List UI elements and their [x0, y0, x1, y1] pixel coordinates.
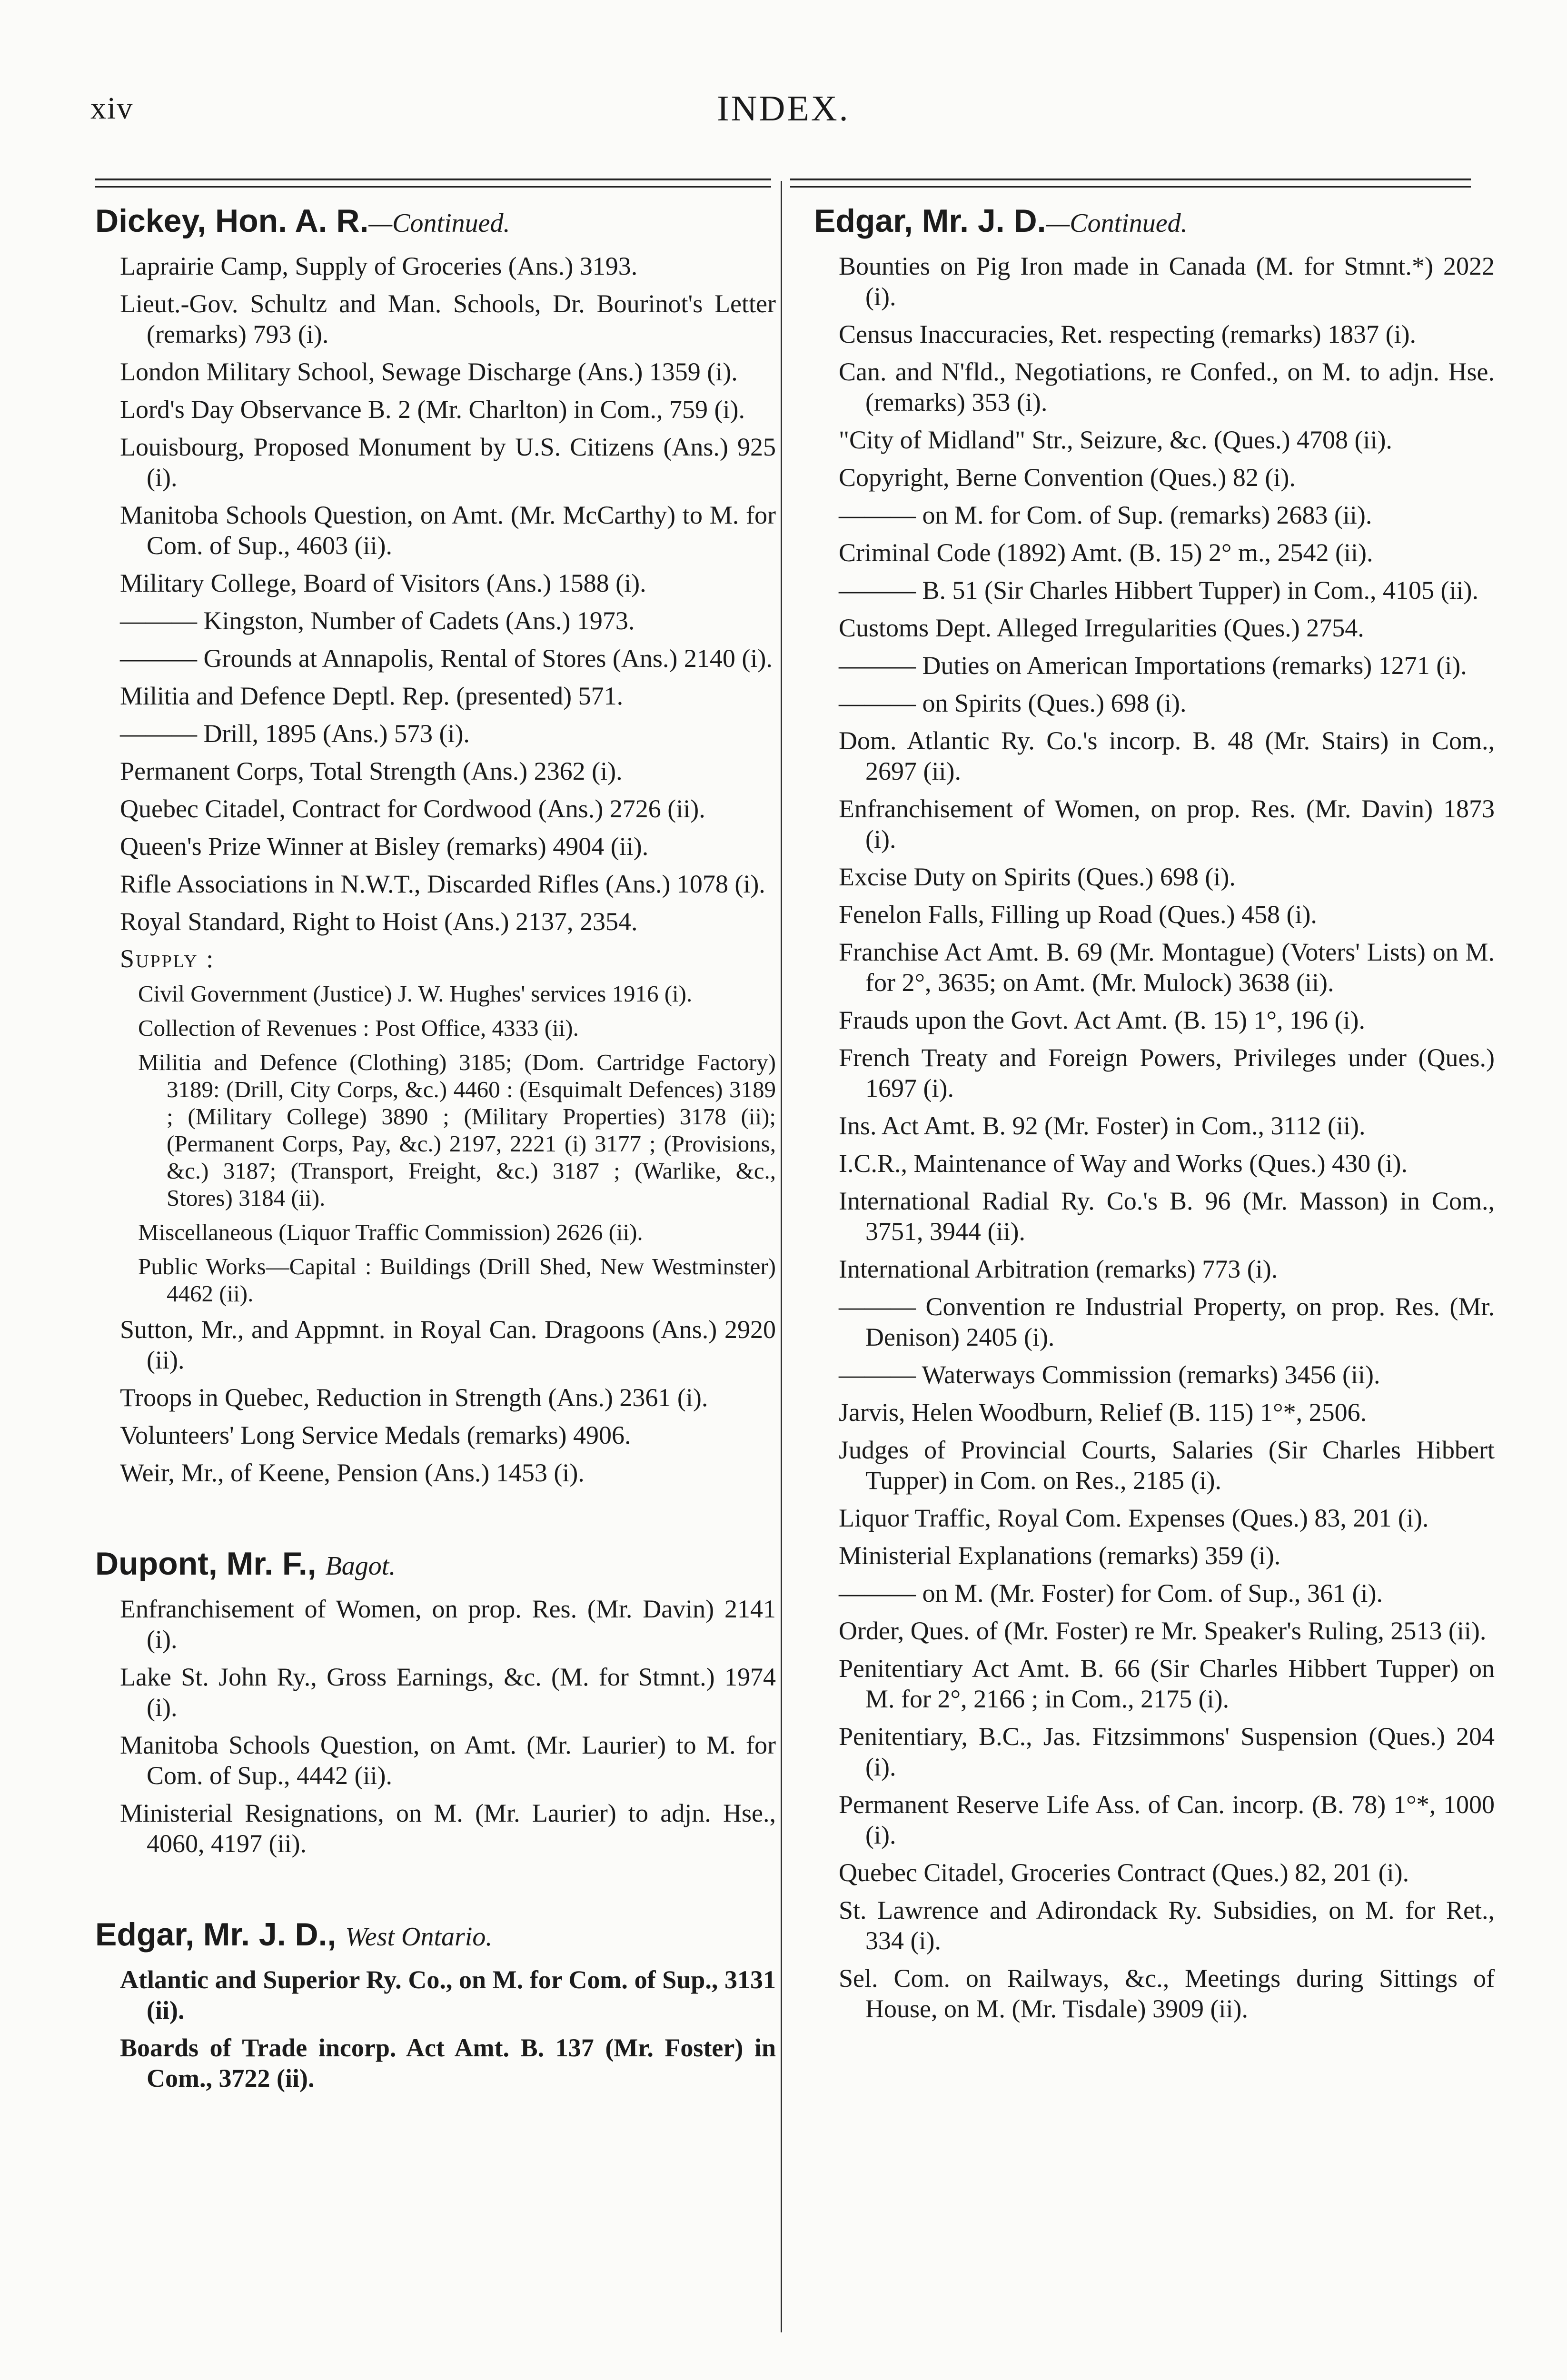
index-entry: Permanent Reserve Life Ass. of Can. incorp. (B. 78) 1°*, 1000 (i). [839, 1790, 1495, 1849]
column-divider [781, 181, 782, 2332]
index-entry: Manitoba Schools Question, on Amt. (Mr. McCarthy) to M. for Com. of Sup., 4603 (ii). [120, 501, 776, 560]
index-entry: Boards of Trade incorp. Act Amt. B. 137 (Mr. Foster) in Com., 3722 (ii). [120, 2033, 776, 2092]
page-number: xiv [90, 91, 134, 126]
index-entry: ——— Kingston, Number of Cadets (Ans.) 1973. [120, 606, 635, 635]
section-heading [95, 1914, 776, 1958]
index-entry: Rifle Associations in N.W.T., Discarded Rifles (Ans.) 1078 (i). [120, 870, 765, 898]
index-entry: Lake St. John Ry., Gross Earnings, &c. (M. for Stmnt.) 1974 (i). [120, 1663, 776, 1722]
index-entry: Civil Government (Justice) J. W. Hughes' services 1916 (i). [138, 981, 693, 1007]
section-heading [95, 1543, 776, 1587]
index-entry: Quebec Citadel, Groceries Contract (Ques.) 82, 201 (i). [839, 1858, 1409, 1887]
supply-list [95, 980, 776, 1307]
index-entry: Permanent Corps, Total Strength (Ans.) 2362 (i). [120, 757, 623, 785]
index-entry: Laprairie Camp, Supply of Groceries (Ans.) 3193. [120, 252, 638, 280]
index-entry: Collection of Revenues : Post Office, 4333 (ii). [138, 1015, 579, 1041]
index-entry: ——— Convention re Industrial Property, on prop. Res. (Mr. Denison) 2405 (i). [839, 1292, 1495, 1351]
index-entry: Excise Duty on Spirits (Ques.) 698 (i). [839, 863, 1236, 891]
index-entry: ——— Grounds at Annapolis, Rental of Stores (Ans.) 2140 (i). [120, 644, 773, 673]
index-entry: Weir, Mr., of Keene, Pension (Ans.) 1453 (i). [120, 1458, 585, 1487]
index-entry: ——— on M. for Com. of Sup. (remarks) 2683 (ii). [839, 501, 1372, 529]
index-entry: Copyright, Berne Convention (Ques.) 82 (i). [839, 463, 1296, 492]
index-entry: "City of Midland" Str., Seizure, &c. (Ques.) 4708 (ii). [839, 426, 1392, 454]
index-entry: St. Lawrence and Adirondack Ry. Subsidies, on M. for Ret., 334 (i). [839, 1896, 1495, 1955]
index-entry: Lord's Day Observance B. 2 (Mr. Charlton) in Com., 759 (i). [120, 395, 745, 424]
index-entry: Lieut.-Gov. Schultz and Man. Schools, Dr. Bourinot's Letter (remarks) 793 (i). [120, 289, 776, 348]
section-heading [95, 200, 776, 244]
index-entry: Manitoba Schools Question, on Amt. (Mr. Laurier) to M. for Com. of Sup., 4442 (ii). [120, 1731, 776, 1790]
index-entry: Public Works—Capital : Buildings (Drill Shed, New Westminster) 4462 (ii). [138, 1253, 776, 1307]
section-heading [814, 200, 1495, 244]
index-entry: Queen's Prize Winner at Bisley (remarks) 4904 (ii). [120, 832, 649, 861]
index-entry: Criminal Code (1892) Amt. (B. 15) 2° m., 2542 (ii). [839, 538, 1373, 567]
entry-list [95, 1964, 776, 2093]
index-entry: Military College, Board of Visitors (Ans.) 1588 (i). [120, 569, 646, 597]
heading-note: West Ontario. [345, 1922, 493, 1952]
index-entry: Ministerial Explanations (remarks) 359 (i). [839, 1541, 1281, 1570]
index-entry: Ministerial Resignations, on M. (Mr. Laurier) to adjn. Hse., 4060, 4197 (ii). [120, 1799, 776, 1858]
index-entry: Census Inaccuracies, Ret. respecting (remarks) 1837 (i). [839, 320, 1417, 348]
index-entry: Franchise Act Amt. B. 69 (Mr. Montague) (Voters' Lists) on M. for 2°, 3635; on Amt. (Mr. Mulock) 3638 (ii). [839, 938, 1495, 997]
index-entry: Bounties on Pig Iron made in Canada (M. for Stmnt.*) 2022 (i). [839, 252, 1495, 311]
index-entry: Troops in Quebec, Reduction in Strength (Ans.) 2361 (i). [120, 1383, 708, 1412]
index-entry: French Treaty and Foreign Powers, Privileges under (Ques.) 1697 (i). [839, 1043, 1495, 1102]
index-entry: Can. and N'fld., Negotiations, re Confed., on M. to adjn. Hse. (remarks) 353 (i). [839, 357, 1495, 416]
header-rule-left [95, 178, 771, 180]
index-entry: Fenelon Falls, Filling up Road (Ques.) 458 (i). [839, 900, 1317, 929]
index-entry: ——— on Spirits (Ques.) 698 (i). [839, 689, 1187, 717]
index-entry: Sel. Com. on Railways, &c., Meetings during Sittings of House, on M. (Mr. Tisdale) 3909 (ii). [839, 1964, 1495, 2023]
entry-list [814, 251, 1495, 2024]
index-entry: Enfranchisement of Women, on prop. Res. (Mr. Davin) 2141 (i). [120, 1595, 776, 1654]
heading-name: Dupont, Mr. F., [95, 1546, 317, 1582]
index-entry: Militia and Defence (Clothing) 3185; (Dom. Cartridge Factory) 3189: (Drill, City Corps, &c.) 4460 : (Esquimalt Defences) 3189 ; (Military College) 3890 ; (Military Properties) 3178 (ii); (Permanent Corps, Pay, &c.) 2197, 2221 (i) 3177 ; (Provisions, &c.) 3187; (Transport, Freight, &c.) 3187 ; (Warlike, &c., Stores) 3184 (ii). [138, 1049, 776, 1211]
index-entry: Jarvis, Helen Woodburn, Relief (B. 115) 1°*, 2506. [839, 1398, 1367, 1427]
index-entry: International Arbitration (remarks) 773 (i). [839, 1255, 1278, 1283]
index-entry: Militia and Defence Deptl. Rep. (presented) 571. [120, 682, 624, 710]
heading-name: Edgar, Mr. J. D., [95, 1916, 337, 1953]
left-column [95, 200, 776, 2101]
index-entry: Atlantic and Superior Ry. Co., on M. for Com. of Sup., 3131 (ii). [120, 1965, 776, 2024]
index-entry: Quebec Citadel, Contract for Cordwood (Ans.) 2726 (ii). [120, 794, 705, 823]
heading-name: Edgar, Mr. J. D. [814, 203, 1046, 239]
index-entry: Ins. Act Amt. B. 92 (Mr. Foster) in Com., 3112 (ii). [839, 1111, 1366, 1140]
index-entry: London Military School, Sewage Discharge (Ans.) 1359 (i). [120, 357, 738, 386]
header-rule-right-2 [790, 186, 1471, 188]
index-entry: Miscellaneous (Liquor Traffic Commission) 2626 (ii). [138, 1219, 643, 1245]
page-title: INDEX. [717, 89, 850, 129]
index-entry: Royal Standard, Right to Hoist (Ans.) 2137, 2354. [120, 907, 638, 936]
heading-note: —Continued. [368, 208, 510, 238]
index-entry: ——— on M. (Mr. Foster) for Com. of Sup., 361 (i). [839, 1579, 1383, 1607]
header-rule-left-2 [95, 186, 771, 188]
index-entry: ——— Waterways Commission (remarks) 3456 (ii). [839, 1360, 1380, 1389]
heading-note: Bagot. [325, 1551, 396, 1581]
index-entry: Enfranchisement of Women, on prop. Res. (Mr. Davin) 1873 (i). [839, 794, 1495, 853]
supply-label: Supply : [120, 944, 215, 973]
header-rule-right [790, 178, 1471, 180]
index-entry: ——— Drill, 1895 (Ans.) 573 (i). [120, 719, 470, 748]
index-entry: ——— B. 51 (Sir Charles Hibbert Tupper) in Com., 4105 (ii). [839, 576, 1478, 605]
index-entry: Frauds upon the Govt. Act Amt. (B. 15) 1°, 196 (i). [839, 1006, 1366, 1034]
right-column [814, 200, 1495, 2031]
index-entry: Penitentiary, B.C., Jas. Fitzsimmons' Suspension (Ques.) 204 (i). [839, 1722, 1495, 1781]
index-entry: ——— Duties on American Importations (remarks) 1271 (i). [839, 651, 1467, 680]
index-entry: Louisbourg, Proposed Monument by U.S. Citizens (Ans.) 925 (i). [120, 433, 776, 492]
index-entry: I.C.R., Maintenance of Way and Works (Ques.) 430 (i). [839, 1149, 1408, 1178]
index-entry: International Radial Ry. Co.'s B. 96 (Mr. Masson) in Com., 3751, 3944 (ii). [839, 1187, 1495, 1246]
index-entry: Order, Ques. of (Mr. Foster) re Mr. Speaker's Ruling, 2513 (ii). [839, 1616, 1487, 1645]
index-entry: Penitentiary Act Amt. B. 66 (Sir Charles Hibbert Tupper) on M. for 2°, 2166 ; in Com., 2175 (i). [839, 1654, 1495, 1713]
entry-list [95, 251, 776, 937]
index-entry: Volunteers' Long Service Medals (remarks) 4906. [120, 1421, 631, 1449]
section-gap [95, 1866, 776, 1914]
section-gap [95, 1495, 776, 1543]
heading-name: Dickey, Hon. A. R. [95, 203, 369, 239]
index-entry: Dom. Atlantic Ry. Co.'s incorp. B. 48 (Mr. Stairs) in Com., 2697 (ii). [839, 726, 1495, 785]
entry-list [95, 1594, 776, 1859]
index-entry: Liquor Traffic, Royal Com. Expenses (Ques.) 83, 201 (i). [839, 1504, 1429, 1532]
index-entry: Judges of Provincial Courts, Salaries (Sir Charles Hibbert Tupper) in Com. on Res., 2185 (i). [839, 1436, 1495, 1495]
entry-list [95, 1314, 776, 1488]
heading-note: —Continued. [1046, 208, 1188, 238]
index-entry: Sutton, Mr., and Appmnt. in Royal Can. Dragoons (Ans.) 2920 (ii). [120, 1315, 776, 1374]
index-entry: Customs Dept. Alleged Irregularities (Ques.) 2754. [839, 614, 1364, 642]
